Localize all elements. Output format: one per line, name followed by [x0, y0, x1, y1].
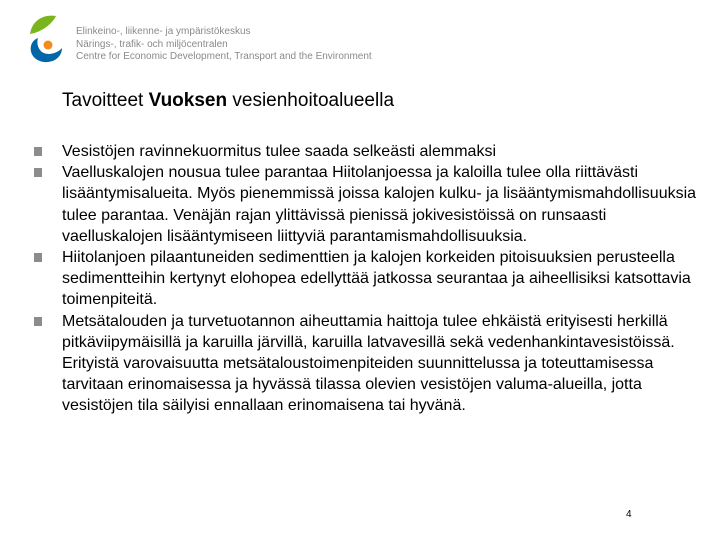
bullet-item — [34, 141, 710, 162]
bullet-text: Metsätalouden ja turvetuotannon aiheuttamia haittoja tulee ehkäistä erityisesti herkillä pitkäviipymäisillä ja karuilla järvillä, karuilla latvavesillä sekä vedenhankintavesistöissä. Erityistä varovaisuutta metsätaloustoimenpiteiden suunnittelussa ja toteuttamisessa tarvitaan erinomaisessa ja hyvässä tilassa olevien vesistöjen valuma-alueilla, jotta vesistöjen tila säilyisi ennallaan erinomaisena tai hyvänä. — [62, 312, 675, 415]
square-bullet-icon — [34, 168, 42, 177]
logo-text — [76, 26, 372, 64]
page-number: 4 — [626, 509, 632, 520]
square-bullet-icon — [34, 317, 42, 326]
bullet-list — [34, 141, 710, 417]
bullet-item — [34, 162, 710, 247]
bullet-item — [34, 247, 710, 311]
bullet-text: Vesistöjen ravinnekuormitus tulee saada selkeästi alemmaksi — [62, 143, 496, 160]
logo-line-sv: Närings-, trafik- och miljöcentralen — [76, 38, 228, 50]
square-bullet-icon — [34, 253, 42, 262]
ely-centre-logo — [22, 12, 372, 72]
bullet-text: Vaelluskalojen nousua tulee parantaa Hiitolanjoessa ja kaloilla tulee olla riittävästi lisääntymisalueita. Myös pienemmissä joissa kalojen kulku- ja lisääntymismahdollisuuksia tulee parantaa. Venäjän rajan ylittävissä pienissä jokivesistöissä on runsaasti vaelluskalojen lisääntymiseen liittyviä parantamismahdollisuuksia. — [62, 164, 697, 245]
logo-line-en: Centre for Economic Development, Transport and the Environment — [76, 51, 372, 62]
title-suffix: vesienhoitoalueella — [227, 90, 395, 111]
bullet-item — [34, 311, 710, 417]
title-prefix: Tavoitteet — [62, 90, 149, 111]
logo-line-fi: Elinkeino-, liikenne- ja ympäristökeskus — [76, 26, 251, 37]
title-bold: Vuoksen — [148, 90, 228, 111]
square-bullet-icon — [34, 147, 42, 156]
slide-title — [62, 90, 394, 112]
ely-logo-icon — [22, 12, 74, 68]
bullet-text: Hiitolanjoen pilaantuneiden sedimenttien ja kalojen korkeiden pitoisuuksien perusteella sedimentteihin kertynyt elohopea edellyttää jatkossa seurantaa ja aiheellisiksi katsottavia toimenpiteitä. — [62, 249, 691, 309]
